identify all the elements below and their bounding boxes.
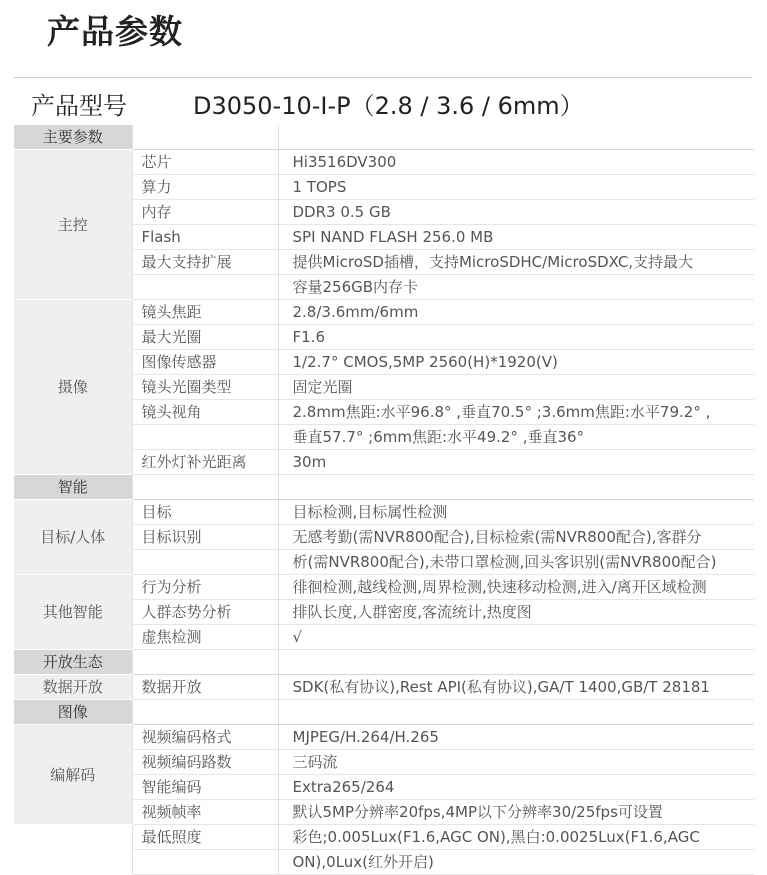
model-value: D3050-10-I-P（2.8 / 3.6 / 6mm） xyxy=(193,92,584,120)
section-row xyxy=(14,650,754,675)
param-value: Extra265/264 xyxy=(278,775,754,800)
table-row xyxy=(14,725,754,750)
group-label: 主控 xyxy=(14,150,132,300)
param-value: 徘徊检测,越线检测,周界检测,快速移动检测,进入/离开区域检测 xyxy=(278,575,754,600)
param-name: 视频帧率 xyxy=(132,800,278,825)
param-name: 红外灯补光距离 xyxy=(132,450,278,475)
param-value: 三码流 xyxy=(278,750,754,775)
table-row xyxy=(14,575,754,600)
table-row xyxy=(14,825,754,850)
param-value: 析(需NVR800配合),未带口罩检测,回头客识别(需NVR800配合) xyxy=(278,550,754,575)
table-row xyxy=(14,675,754,700)
section-row xyxy=(14,475,754,500)
param-value: 30m xyxy=(278,450,754,475)
param-name: 图像传感器 xyxy=(132,350,278,375)
param-name: 镜头焦距 xyxy=(132,300,278,325)
section-row xyxy=(14,125,754,150)
param-value: 垂直57.7° ;6mm焦距:水平49.2° ,垂直36° xyxy=(278,425,754,450)
table-row xyxy=(14,300,754,325)
param-value: DDR3 0.5 GB xyxy=(278,200,754,225)
param-value: F1.6 xyxy=(278,325,754,350)
param-name: 人群态势分析 xyxy=(132,600,278,625)
section-label: 图像 xyxy=(14,700,132,725)
param-value: 彩色;0.005Lux(F1.6,AGC ON),黑白:0.0025Lux(F1.6,AGC xyxy=(278,825,754,850)
param-name: 算力 xyxy=(132,175,278,200)
param-value: 提供MicroSD插槽，支持MicroSDHC/MicroSDXC,支持最大 xyxy=(278,250,754,275)
param-value: 1/2.7° CMOS,5MP 2560(H)*1920(V) xyxy=(278,350,754,375)
param-name: 虚焦检测 xyxy=(132,625,278,650)
table-row xyxy=(14,500,754,525)
param-value: 容量256GB内存卡 xyxy=(278,275,754,300)
param-name: 最大光圈 xyxy=(132,325,278,350)
param-name: 数据开放 xyxy=(132,675,278,700)
param-value: 目标检测,目标属性检测 xyxy=(278,500,754,525)
param-name: 最低照度 xyxy=(132,825,278,850)
section-label: 主要参数 xyxy=(14,125,132,150)
group-label: 目标/人体 xyxy=(14,500,132,575)
group-label: 编解码 xyxy=(14,725,132,825)
spec-table xyxy=(14,125,754,875)
param-name: 最大支持扩展 xyxy=(132,250,278,275)
param-name: 视频编码路数 xyxy=(132,750,278,775)
param-name: 智能编码 xyxy=(132,775,278,800)
param-value: MJPEG/H.264/H.265 xyxy=(278,725,754,750)
param-value: 1 TOPS xyxy=(278,175,754,200)
group-label: 数据开放 xyxy=(14,675,132,700)
group-label: 摄像 xyxy=(14,300,132,475)
section-row xyxy=(14,700,754,725)
param-value: ON),0Lux(红外开启) xyxy=(278,850,754,875)
model-label: 产品型号 xyxy=(31,92,127,120)
param-value: √ xyxy=(278,625,754,650)
param-name: 目标 xyxy=(132,500,278,525)
param-name: 芯片 xyxy=(132,150,278,175)
param-value: 固定光圈 xyxy=(278,375,754,400)
divider xyxy=(14,77,752,78)
param-name: Flash xyxy=(132,225,278,250)
param-name: 行为分析 xyxy=(132,575,278,600)
param-name: 镜头视角 xyxy=(132,400,278,425)
param-value: Hi3516DV300 xyxy=(278,150,754,175)
param-value: 默认5MP分辨率20fps,4MP以下分辨率30/25fps可设置 xyxy=(278,800,754,825)
param-name: 内存 xyxy=(132,200,278,225)
param-value: 2.8/3.6mm/6mm xyxy=(278,300,754,325)
param-name: 镜头光圈类型 xyxy=(132,375,278,400)
param-name: 视频编码格式 xyxy=(132,725,278,750)
section-label: 开放生态 xyxy=(14,650,132,675)
param-name: 目标识别 xyxy=(132,525,278,550)
param-value: 2.8mm焦距:水平96.8° ,垂直70.5° ;3.6mm焦距:水平79.2° , xyxy=(278,400,754,425)
section-label: 智能 xyxy=(14,475,132,500)
group-label: 其他智能 xyxy=(14,575,132,650)
param-value: 排队长度,人群密度,客流统计,热度图 xyxy=(278,600,754,625)
table-row xyxy=(14,150,754,175)
param-value: SDK(私有协议),Rest API(私有协议),GA/T 1400,GB/T 28181 xyxy=(278,675,754,700)
param-value: SPI NAND FLASH 256.0 MB xyxy=(278,225,754,250)
param-value: 无感考勤(需NVR800配合),目标检索(需NVR800配合),客群分 xyxy=(278,525,754,550)
page-title: 产品参数 xyxy=(47,12,183,51)
